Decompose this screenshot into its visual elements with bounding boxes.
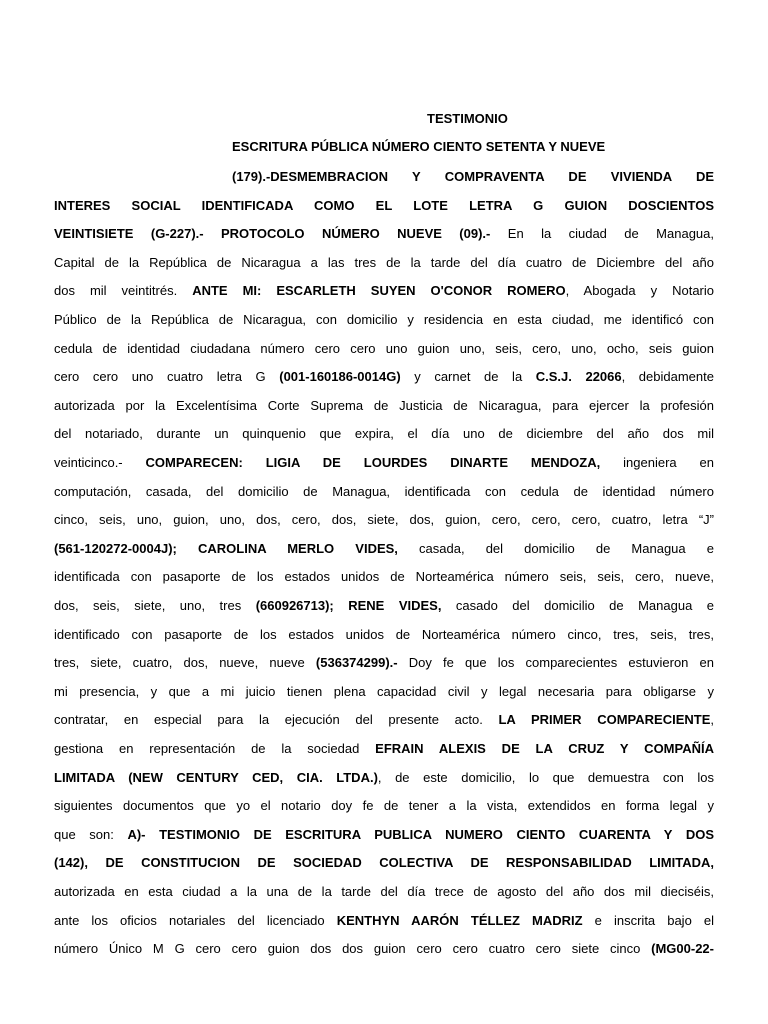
text-run: casada, del domicilio de Managua e xyxy=(397,540,714,556)
bold-text: EFRAIN ALEXIS DE LA CRUZ Y COMPAÑÍA xyxy=(375,741,714,756)
bold-text: (142), DE CONSTITUCION DE SOCIEDAD COLECTIVA DE RESPONSABILIDAD LIMITADA, xyxy=(54,855,714,871)
body-line xyxy=(54,397,714,414)
body-line xyxy=(54,425,714,442)
text-run: , debidamente xyxy=(621,369,714,385)
body-line xyxy=(54,940,714,957)
bold-text: ANTE MI: ESCARLETH SUYEN O'CONOR ROMERO xyxy=(192,283,566,299)
bold-text: LA PRIMER COMPARECIENTE xyxy=(498,712,711,728)
bold-text: (561-120272-0004J); CAROLINA MERLO VIDES, xyxy=(54,540,398,556)
text-run: veinticinco.- xyxy=(54,455,146,470)
bold-text: LIMITADA (NEW CENTURY CED, CIA. LTDA.) xyxy=(54,769,378,785)
text-run: gestiona en representación de la sociedad xyxy=(54,741,376,756)
text-run: En la ciudad de Managua, xyxy=(490,226,714,242)
bold-text: (MG00-22- xyxy=(651,941,714,957)
text-run: que son: xyxy=(54,826,128,842)
body-line xyxy=(54,797,714,814)
body-line xyxy=(54,483,714,500)
text-run: casado del domicilio de Managua e xyxy=(441,598,715,613)
text-run: mi presencia, y que a mi juicio tienen plena capacidad civil y legal necesaria para obligarse y xyxy=(54,683,714,699)
body-line xyxy=(54,597,714,614)
text-run: Público de la República de Nicaragua, con domicilio y residencia en esta ciudad, me identificó con xyxy=(54,312,714,327)
body-line xyxy=(54,540,714,557)
body-line xyxy=(54,254,714,271)
body-line xyxy=(54,740,714,757)
text-run: autorizada por la Excelentísima Corte Suprema de Justicia de Nicaragua, para ejercer la profesión xyxy=(54,397,714,413)
body-line xyxy=(54,340,714,357)
text-run: identificada con pasaporte de los estados unidos de Norteamérica número seis, seis, cero, nueve, xyxy=(54,569,714,585)
body-line xyxy=(54,225,714,242)
text-run: , xyxy=(710,712,714,728)
bold-text: (660926713); RENE VIDES, xyxy=(255,598,442,613)
text-run: ingeniera en xyxy=(600,455,715,470)
text-run: cedula de identidad ciudadana número cero cero uno guion uno, seis, cero, uno, ocho, seis guion xyxy=(54,340,714,356)
body-line xyxy=(232,168,714,185)
body-line xyxy=(54,568,714,585)
text-run: , Abogada y Notario xyxy=(565,283,714,299)
bold-text: (001-160186-0014G) xyxy=(279,369,401,385)
body-line xyxy=(54,454,714,471)
text-run: contratar, en especial para la ejecución del presente acto. xyxy=(54,712,499,728)
text-run: cinco, seis, uno, guion, uno, dos, cero, dos, siete, dos, guion, cero, cero, cero, cuatro, letra “J” xyxy=(54,512,714,528)
body-line xyxy=(54,368,714,385)
body-line xyxy=(54,282,714,299)
text-run: tres, siete, cuatro, dos, nueve, nueve xyxy=(54,655,316,671)
bold-text: COMPARECEN: LIGIA DE LOURDES DINARTE MENDOZA, xyxy=(145,455,601,470)
body-line xyxy=(54,711,714,728)
bold-text: (179).-DESMEMBRACION Y COMPRAVENTA DE VIVIENDA DE xyxy=(232,169,714,184)
text-run: del notariado, durante un quinquenio que expira, el día uno de diciembre del año dos mil xyxy=(54,426,714,442)
text-run: dos, seis, siete, uno, tres xyxy=(54,598,256,613)
text-run: cero cero uno cuatro letra G xyxy=(54,369,280,385)
text-run: e inscrita bajo el xyxy=(582,912,714,928)
document-title: TESTIMONIO xyxy=(427,111,508,126)
text-run: identificado con pasaporte de los estados unidos de Norteamérica número cinco, tres, seis, tres, xyxy=(54,626,714,642)
text-run: siguientes documentos que yo el notario doy fe de tener a la vista, extendidos en forma legal y xyxy=(54,798,714,814)
bold-text: INTERES SOCIAL IDENTIFICADA COMO EL LOTE LETRA G GUION DOSCIENTOS xyxy=(54,197,714,213)
body-line xyxy=(54,854,714,871)
body-line xyxy=(54,912,714,929)
body-line xyxy=(54,511,714,528)
text-run: , de este domicilio, lo que demuestra con los xyxy=(377,769,714,785)
body-line xyxy=(54,197,714,214)
text-run: autorizada en esta ciudad a la una de la tarde del día trece de agosto del año dos mil dieciséis, xyxy=(54,884,714,899)
bold-text: (536374299).- xyxy=(315,655,398,671)
bold-text: C.S.J. 22066 xyxy=(535,369,622,385)
bold-text: VEINTISIETE (G-227).- PROTOCOLO NÚMERO NUEVE (09).- xyxy=(54,226,491,242)
text-run: Capital de la República de Nicaragua a las tres de la tarde del día cuatro de Diciembre del año xyxy=(54,254,714,270)
body-line xyxy=(54,683,714,700)
text-run: y carnet de la xyxy=(400,369,536,385)
body-line xyxy=(54,626,714,643)
body-line xyxy=(54,769,714,786)
text-run: ante los oficios notariales del licenciado xyxy=(54,912,337,928)
body-line xyxy=(54,826,714,843)
text-run: Doy fe que los comparecientes estuvieron en xyxy=(397,655,714,671)
text-run: número Único M G cero cero guion dos dos guion cero cero cuatro cero siete cinco xyxy=(54,941,652,957)
text-run: computación, casada, del domicilio de Managua, identificada con cedula de identidad número xyxy=(54,483,714,499)
body-line xyxy=(54,311,714,328)
deed-heading: ESCRITURA PÚBLICA NÚMERO CIENTO SETENTA Y NUEVE xyxy=(232,139,606,154)
body-line xyxy=(54,654,714,671)
text-run: dos mil veintitrés. xyxy=(54,283,193,299)
bold-text: A)- TESTIMONIO DE ESCRITURA PUBLICA NUMERO CIENTO CUARENTA Y DOS xyxy=(127,826,714,842)
body-line xyxy=(54,883,714,900)
bold-text: KENTHYN AARÓN TÉLLEZ MADRIZ xyxy=(336,912,583,928)
